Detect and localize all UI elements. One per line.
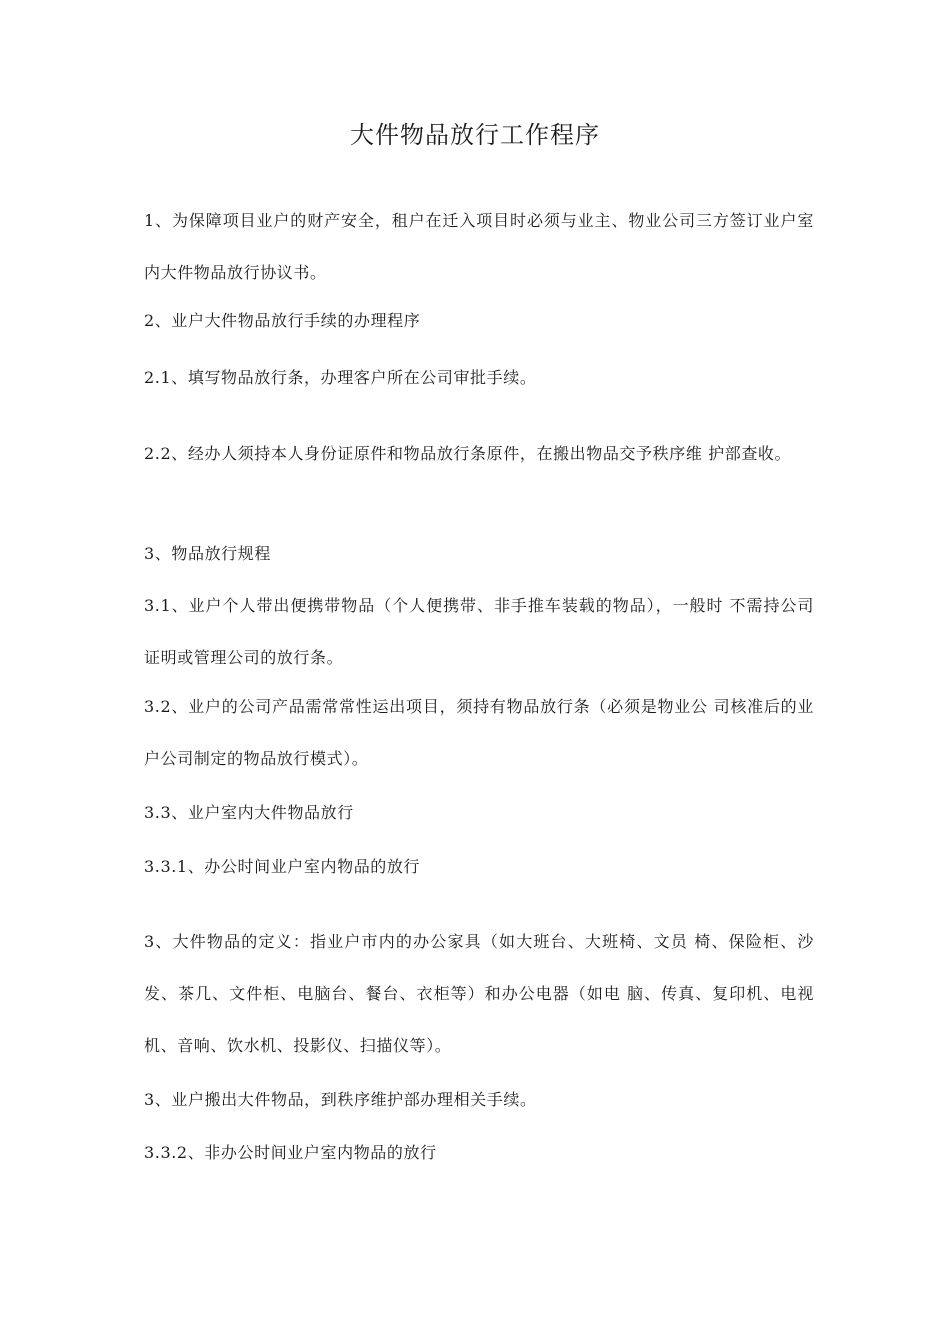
paragraph-3-2: 3.2、业户的公司产品需常常性运出项目，须持有物品放行条（必须是物业公 司核准后的业户公司制定的物品放行模式）。	[144, 697, 814, 768]
paragraph-2: 2、业户大件物品放行手续的办理程序	[144, 311, 421, 330]
paragraph-3-3: 3.3、业户室内大件物品放行	[144, 803, 354, 822]
paragraph-3-3-2: 3.3.2、非办公时间业户室内物品的放行	[144, 1143, 437, 1162]
paragraph-2-2: 2.2、经办人须持本人身份证原件和物品放行条原件，在搬出物品交予秩序维 护部查收。	[144, 444, 792, 463]
document-title: 大件物品放行工作程序	[350, 121, 600, 149]
paragraph-3-1: 3.1、业户个人带出便携带物品（个人便携带、非手推车装载的物品），一般时 不需持公司证明或管理公司的放行条。	[144, 596, 814, 667]
paragraph-definition: 3、大件物品的定义：指业户市内的办公家具（如大班台、大班椅、文员 椅、保险柜、沙发、茶几、文件柜、电脑台、餐台、衣柜等）和办公电器（如电 脑、传真、复印机、电视机、音响、饮水机、投影仪、扫描仪等）。	[144, 932, 814, 1055]
paragraph-2-1: 2.1、填写物品放行条，办理客户所在公司审批手续。	[144, 368, 537, 387]
paragraph-move-out: 3、业户搬出大件物品，到秩序维护部办理相关手续。	[144, 1090, 537, 1109]
paragraph-3-3-1: 3.3.1、办公时间业户室内物品的放行	[144, 857, 421, 876]
paragraph-3: 3、物品放行规程	[144, 544, 271, 563]
paragraph-1: 1、为保障项目业户的财产安全，租户在迁入项目时必须与业主、物业公司三方签订业户室内大件物品放行协议书。	[144, 211, 814, 282]
